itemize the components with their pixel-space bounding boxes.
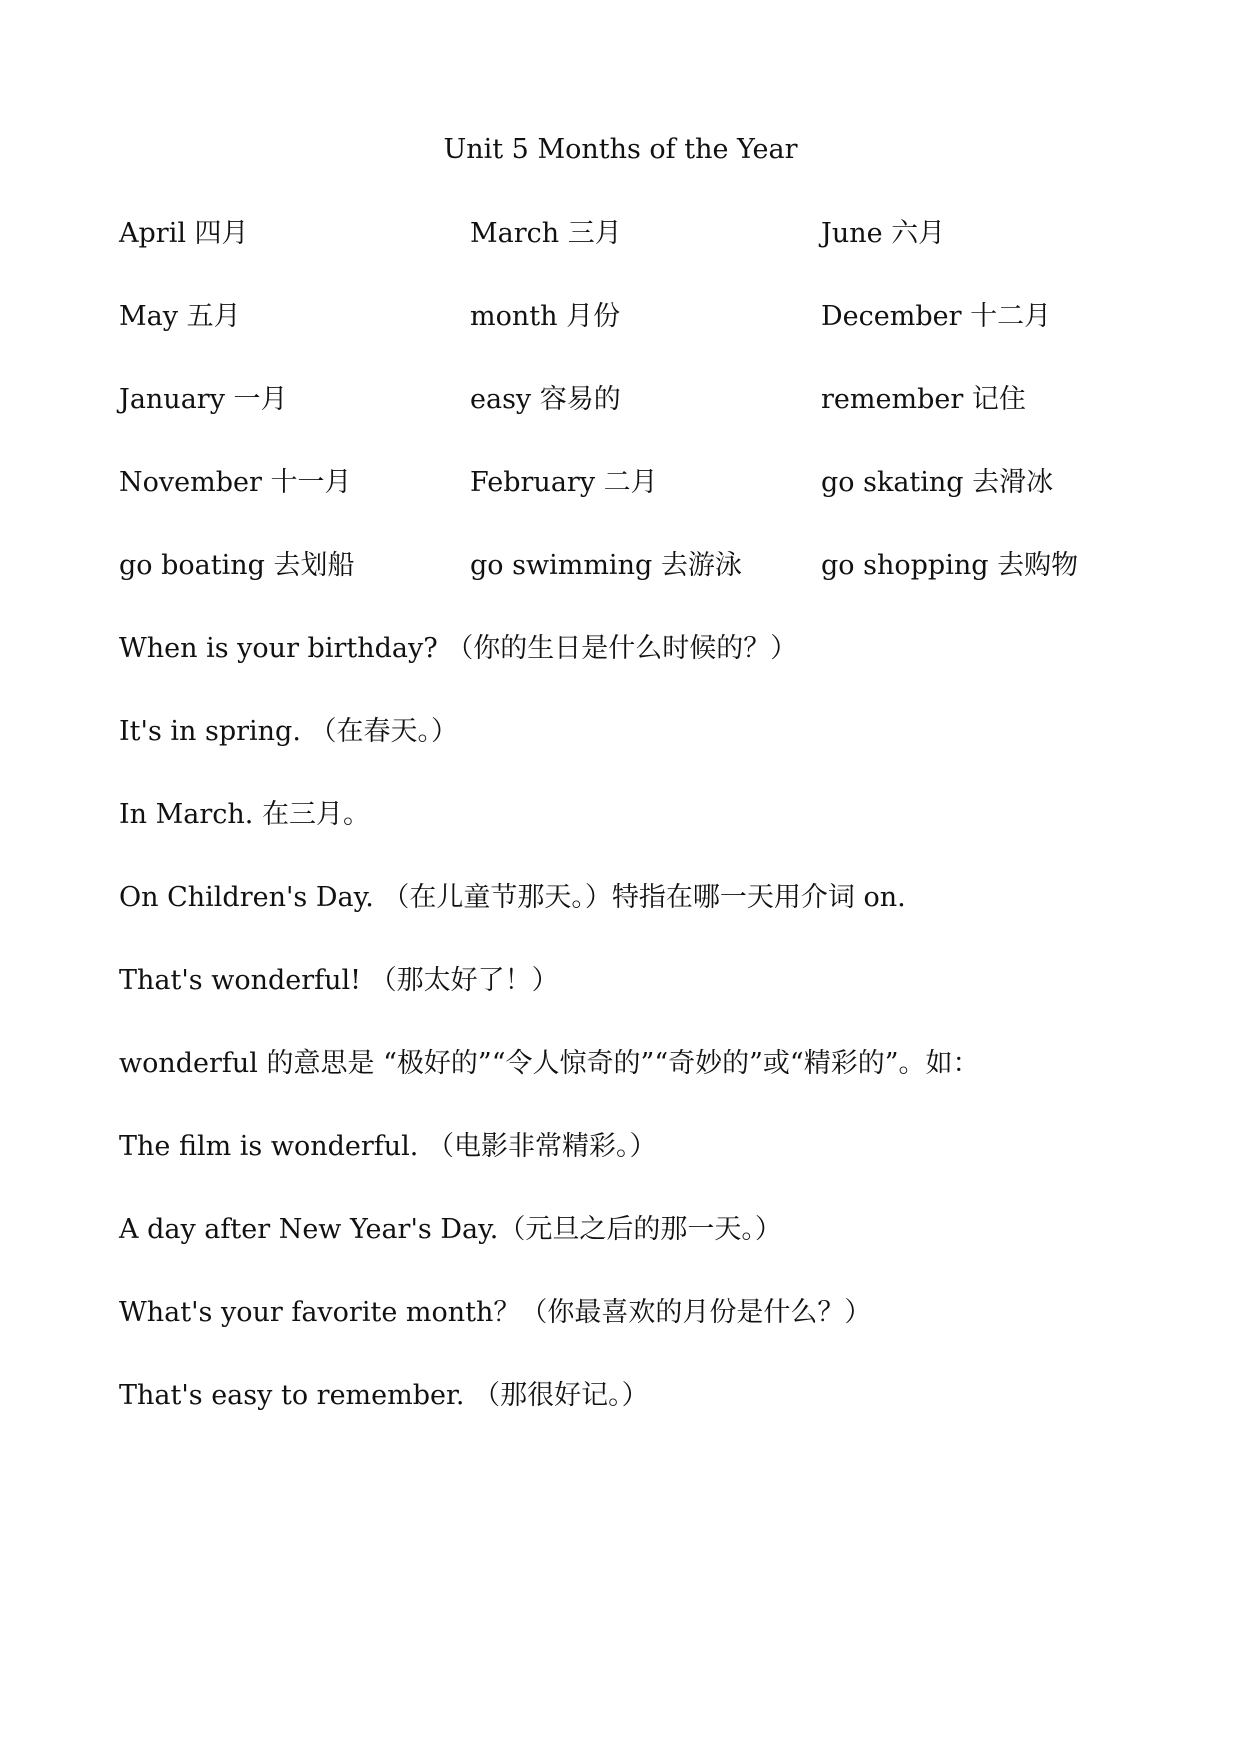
vocab-item: June 六月 xyxy=(821,218,946,249)
vocab-item: January 一月 xyxy=(119,384,288,415)
vocab-row xyxy=(119,299,1159,382)
vocab-item: go boating 去划船 xyxy=(119,550,355,581)
vocab-row xyxy=(119,216,1159,299)
sentence-line: The film is wonderful. （电影非常精彩。） xyxy=(119,1131,657,1162)
vocab-item: November 十一月 xyxy=(119,467,352,498)
vocab-item: February 二月 xyxy=(470,467,658,498)
sentence-line: What's your favorite month？（你最喜欢的月份是什么？） xyxy=(119,1297,872,1328)
vocab-item: month 月份 xyxy=(470,301,621,332)
vocab-item: March 三月 xyxy=(470,218,622,249)
sentence-line: In March. 在三月。 xyxy=(119,799,370,830)
sentence-line: A day after New Year's Day.（元旦之后的那一天。） xyxy=(119,1214,782,1245)
vocab-item: May 五月 xyxy=(119,301,241,332)
sentence-line: It's in spring. （在春天。） xyxy=(119,716,459,747)
vocab-row xyxy=(119,548,1159,631)
vocabulary-table xyxy=(119,216,1159,631)
sentence-line: On Children's Day. （在儿童节那天。）特指在哪一天用介词 on. xyxy=(119,882,906,913)
vocab-item: remember 记住 xyxy=(821,384,1026,415)
vocab-item: December 十二月 xyxy=(821,301,1052,332)
sentence-line: That's wonderful! （那太好了！） xyxy=(119,965,559,996)
page-title: Unit 5 Months of the Year xyxy=(443,134,798,165)
vocab-item: go skating 去滑冰 xyxy=(821,467,1054,498)
vocab-item: go shopping 去购物 xyxy=(821,550,1079,581)
sentence-list xyxy=(119,631,1199,1461)
vocab-item: easy 容易的 xyxy=(470,384,621,415)
sentence-line: That's easy to remember. （那很好记。） xyxy=(119,1380,649,1411)
sentence-line: wonderful 的意思是 “极好的”“令人惊奇的”“奇妙的”或“精彩的”。如： xyxy=(119,1048,980,1079)
vocab-row xyxy=(119,382,1159,465)
vocab-item: go swimming 去游泳 xyxy=(470,550,742,581)
vocab-row xyxy=(119,465,1159,548)
sentence-line: When is your birthday? （你的生日是什么时候的？） xyxy=(119,633,798,664)
vocab-item: April 四月 xyxy=(119,218,249,249)
